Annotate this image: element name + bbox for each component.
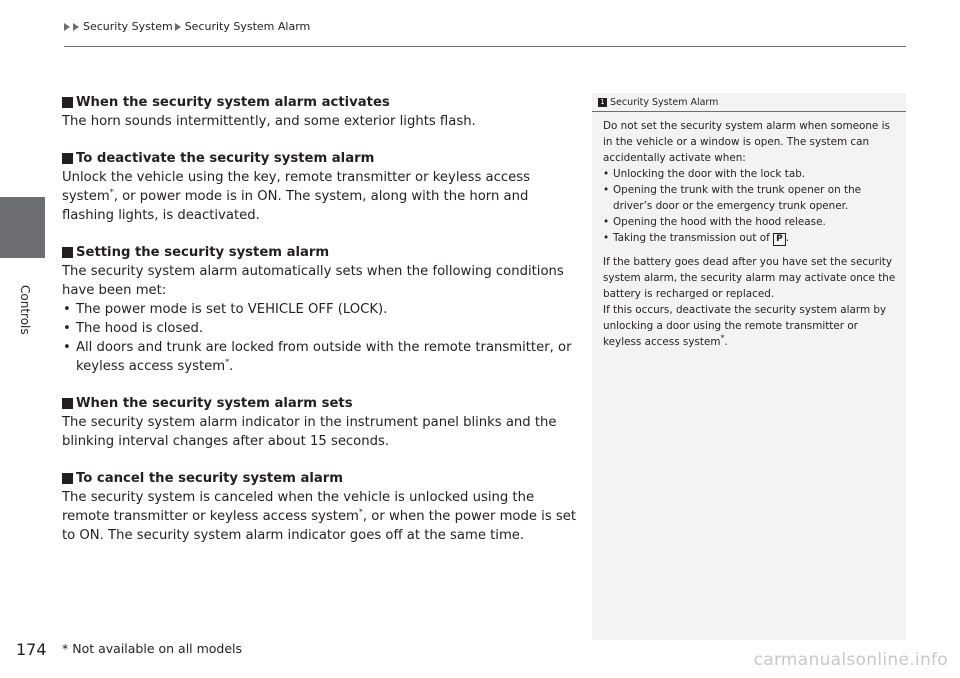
breadcrumb-item-security-system[interactable]: Security System — [83, 20, 173, 33]
sidebar-note — [592, 93, 906, 640]
reference-icon: 1 — [598, 98, 607, 107]
list-item: • Opening the trunk with the trunk opener on the driver’s door or the emergency trunk opener. — [603, 184, 862, 212]
side-tab-label: Controls — [18, 285, 32, 335]
section-deactivate — [62, 149, 582, 225]
breadcrumb-arrow-icon — [73, 23, 79, 31]
list-item: • All doors and trunk are locked from outside with the remote transmitter, or keyless access system*. — [63, 340, 572, 374]
sidebar-title: Security System Alarm — [610, 97, 719, 108]
section-heading: Setting the security system alarm — [62, 243, 582, 262]
sidebar-list — [603, 166, 896, 246]
page-number: 174 — [16, 640, 47, 659]
square-bullet-icon — [62, 97, 73, 108]
sidebar-body — [592, 112, 906, 350]
section-heading: When the security system alarm activates — [62, 93, 582, 112]
section-text: The security system is canceled when the vehicle is unlocked using the remote transmitter or keyless access system*, or when the power mode is set to ON. The security system alarm indicator goes off at the same time. — [62, 490, 577, 543]
section-cancel — [62, 469, 582, 545]
section-text: The security system alarm automatically sets when the following conditions have been met: — [62, 264, 564, 298]
square-bullet-icon — [62, 153, 73, 164]
sidebar-paragraph: If this occurs, deactivate the security system alarm by unlocking a door using the remote transmitter or keyless access system*. — [603, 304, 887, 348]
breadcrumb-arrow-icon — [64, 23, 70, 31]
breadcrumb — [64, 20, 310, 33]
section-setting — [62, 243, 582, 376]
section-alarm-sets — [62, 394, 582, 451]
section-alarm-activates — [62, 93, 582, 131]
footnote-marker: * — [109, 187, 114, 197]
section-text: The security system alarm indicator in the instrument panel blinks and the blinking interval changes after about 15 seconds. — [62, 415, 557, 449]
footnote-marker: * — [358, 507, 363, 517]
conditions-list — [62, 300, 582, 376]
square-bullet-icon — [62, 247, 73, 258]
main-content — [62, 93, 582, 563]
footnote-marker: * — [225, 357, 230, 367]
list-item: • Unlocking the door with the lock tab. — [603, 168, 806, 180]
square-bullet-icon — [62, 473, 73, 484]
breadcrumb-item-alarm: Security System Alarm — [184, 20, 311, 33]
sidebar-paragraph: If the battery goes dead after you have set the security system alarm, the security alarm may activate once the battery is recharged or replaced. — [603, 256, 896, 300]
list-item: • The power mode is set to VEHICLE OFF (LOCK). — [63, 302, 388, 317]
park-position-icon: P — [773, 233, 786, 246]
section-text: Unlock the vehicle using the key, remote transmitter or keyless access system*, or power mode is in ON. The system, along with the horn and flashing lights, is deactivated. — [62, 170, 530, 223]
section-heading: When the security system alarm sets — [62, 394, 582, 413]
list-item: • The hood is closed. — [63, 321, 204, 336]
footnote-marker: * — [720, 333, 725, 343]
square-bullet-icon — [62, 398, 73, 409]
side-tab — [0, 0, 45, 678]
footnote: * Not available on all models — [62, 641, 243, 656]
side-tab-marker — [0, 197, 45, 258]
header-rule — [64, 46, 906, 47]
breadcrumb-arrow-icon — [175, 23, 181, 31]
sidebar-header — [592, 93, 906, 112]
list-item: • Opening the hood with the hood release. — [603, 216, 826, 228]
section-heading: To cancel the security system alarm — [62, 469, 582, 488]
watermark: carmanualsonline.info — [753, 650, 948, 670]
list-item: • Taking the transmission out of P . — [603, 232, 789, 244]
sidebar-intro: Do not set the security system alarm when someone is in the vehicle or a window is open. The system can accidentally activate when: — [603, 120, 890, 164]
section-text: The horn sounds intermittently, and some exterior lights flash. — [62, 114, 476, 129]
section-heading: To deactivate the security system alarm — [62, 149, 582, 168]
